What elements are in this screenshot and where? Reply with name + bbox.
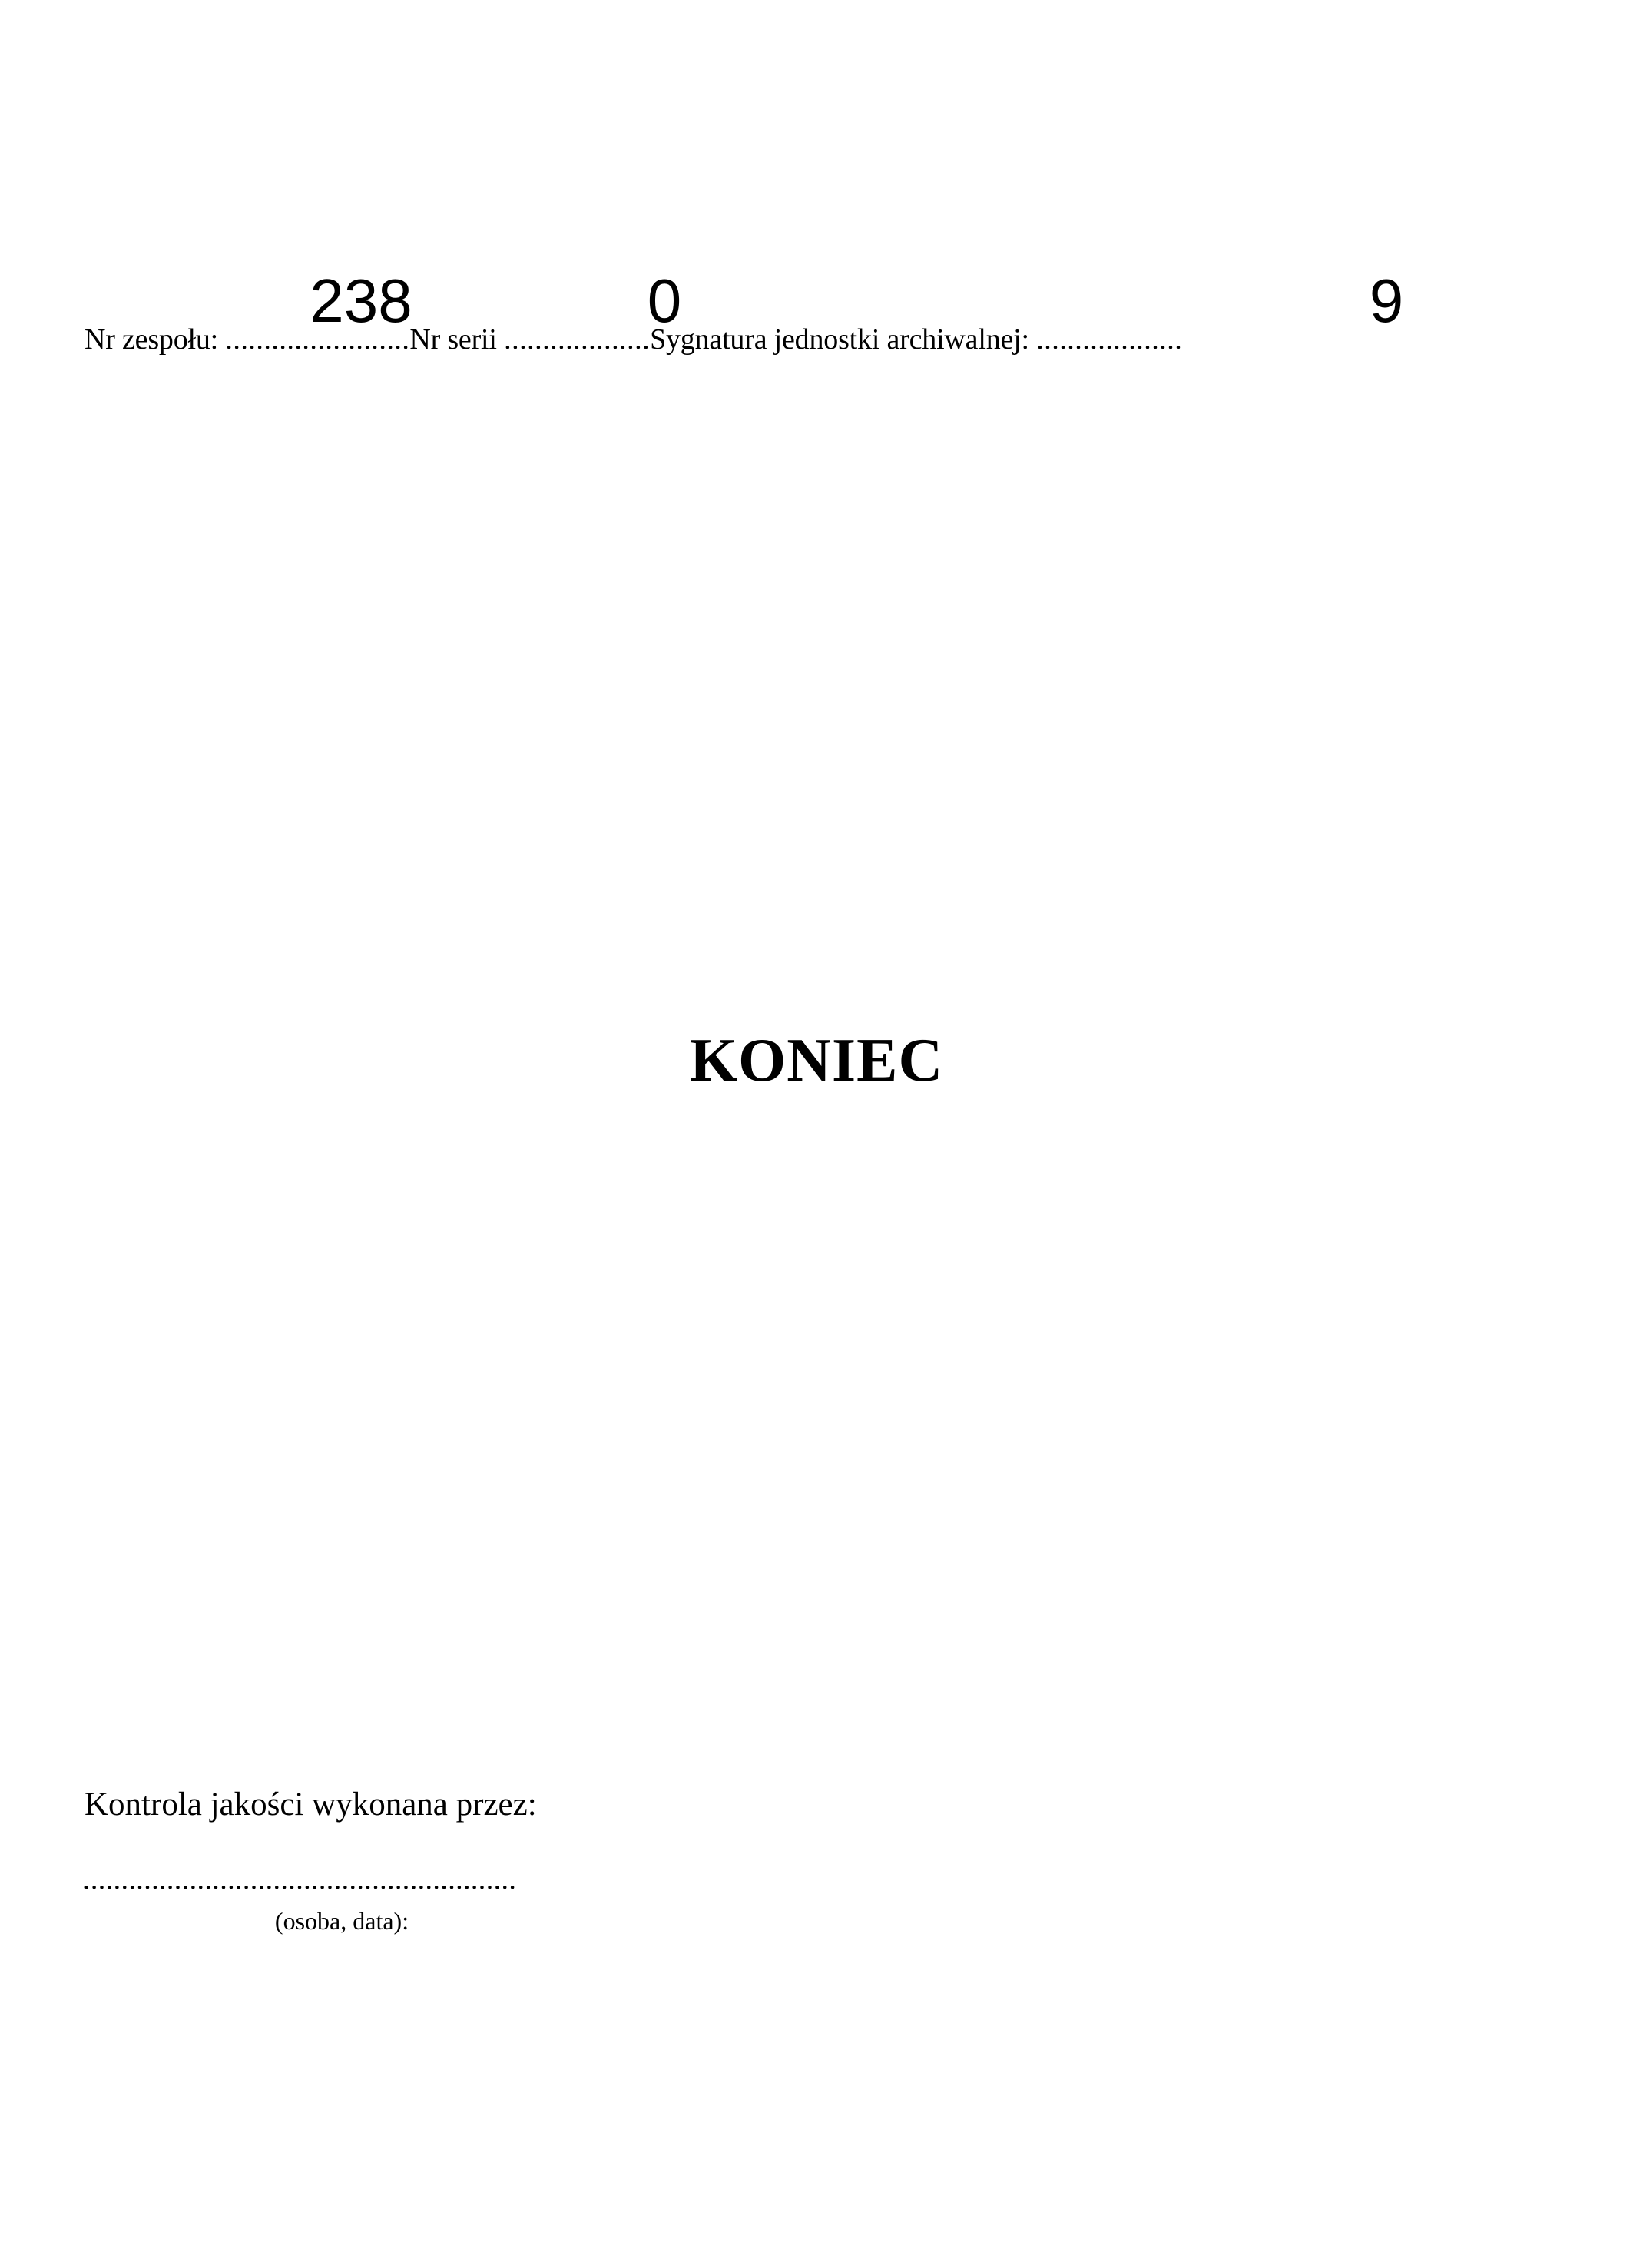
signature-dotted-line: ......................................................... (83, 1863, 517, 1896)
signature-caption: (osoba, data): (274, 1907, 409, 1935)
field-label-nr-serii: Nr serii (409, 323, 505, 356)
field-label-nr-zespolu: Nr zespołu: (84, 323, 226, 356)
field-label-sygnatura: Sygnatura jednostki archiwalnej: (650, 323, 1037, 356)
field-dots-nr-serii: ................... (504, 323, 651, 356)
field-value-nr-zespolu: 238 (310, 267, 412, 335)
field-dots-sygnatura: ................... (1036, 323, 1183, 356)
end-marker-koniec: KONIEC (689, 1027, 944, 1094)
field-value-sygnatura-jednostki-archiwalnej: 9 (1369, 267, 1404, 335)
field-dots-nr-zespolu: ........................ (225, 323, 410, 356)
field-value-nr-serii: 0 (647, 267, 682, 335)
quality-control-label: Kontrola jakości wykonana przez: (84, 1786, 537, 1823)
